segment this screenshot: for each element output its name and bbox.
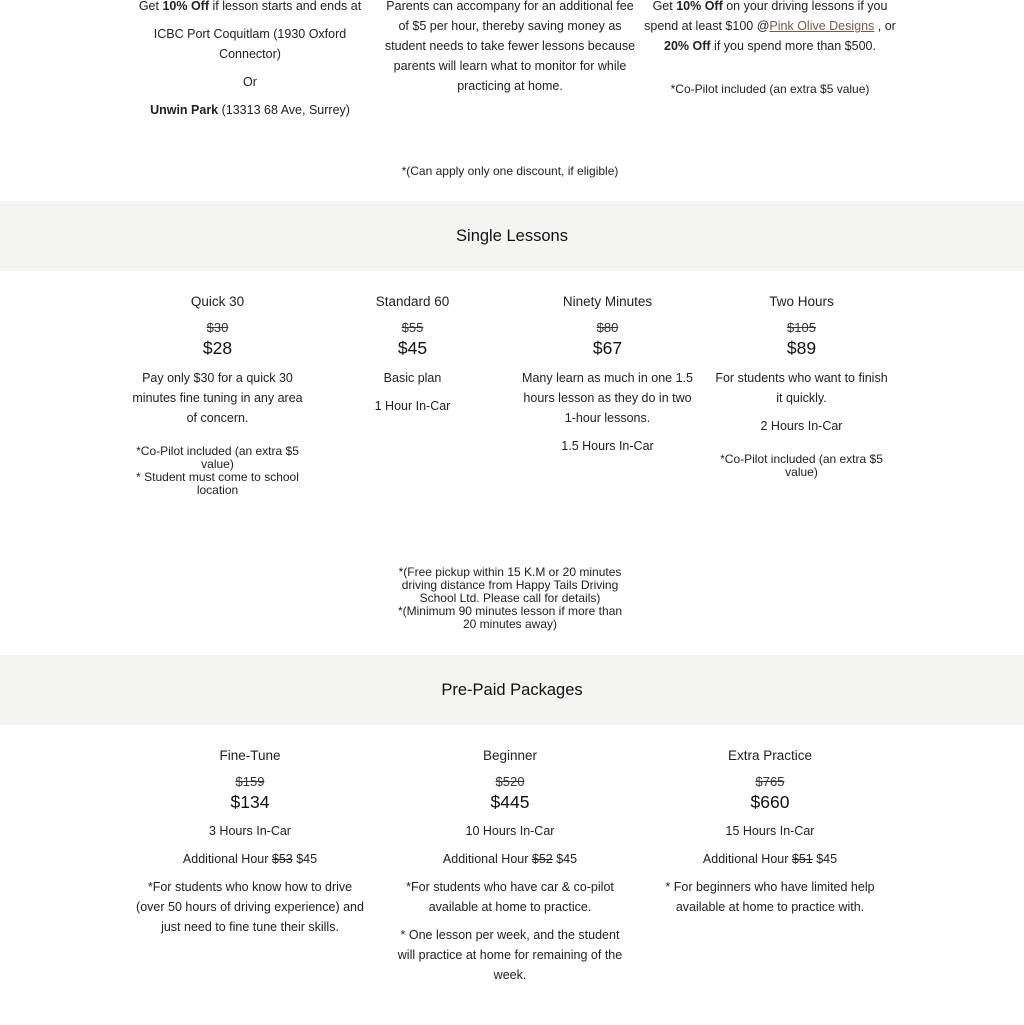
plan-card bbox=[515, 292, 700, 456]
discount-location-or: Or bbox=[243, 75, 257, 89]
package-name: Fine-Tune bbox=[219, 748, 281, 763]
package-old-price: $159 bbox=[235, 774, 265, 789]
package-desc: *For students who have car & co-pilot bbox=[406, 880, 614, 894]
package-name: Beginner bbox=[482, 748, 538, 763]
package-desc: available at home to practice. bbox=[428, 900, 592, 914]
plan-price: $45 bbox=[397, 338, 428, 358]
pickup-note-line: driving distance from Happy Tails Driving bbox=[401, 578, 619, 592]
plan-desc: it quickly. bbox=[776, 391, 827, 405]
discount-footnote: *(Can apply only one discount, if eligible) bbox=[401, 164, 619, 178]
plan-desc: For students who want to finish bbox=[715, 371, 888, 385]
plan-note: location bbox=[196, 483, 239, 497]
discount-parents-line: parents will learn what to monitor for while bbox=[393, 59, 627, 73]
plan-old-price: $80 bbox=[596, 320, 619, 335]
pickup-note-line: *(Minimum 90 minutes lesson if more than bbox=[397, 604, 623, 618]
single-lessons-title: Single Lessons bbox=[456, 227, 568, 245]
package-desc: just need to fine tune their skills. bbox=[161, 920, 339, 934]
pickup-note-line: *(Free pickup within 15 K.M or 20 minutes bbox=[398, 565, 622, 579]
plan-old-price: $30 bbox=[206, 320, 229, 335]
package-old-price: $520 bbox=[495, 774, 525, 789]
package-extra: * One lesson per week, and the student bbox=[400, 928, 620, 942]
plan-desc: minutes fine tuning in any area bbox=[132, 391, 303, 405]
package-desc: *For students who know how to drive bbox=[147, 880, 353, 894]
plan-desc: Many learn as much in one 1.5 bbox=[522, 371, 693, 385]
single-lessons-header bbox=[0, 201, 1024, 271]
plan-card bbox=[709, 292, 894, 479]
package-name: Extra Practice bbox=[727, 748, 813, 763]
discount-location-line3: Connector) bbox=[219, 47, 281, 61]
plan-note: *Co-Pilot included (an extra $5 bbox=[136, 444, 299, 458]
discount-location bbox=[120, 0, 380, 120]
package-hours: 3 Hours In-Car bbox=[209, 824, 291, 838]
plan-note: * Student must come to school bbox=[136, 470, 299, 484]
package-desc: available at home to practice with. bbox=[675, 900, 865, 914]
plan-name: Quick 30 bbox=[190, 294, 245, 309]
discount-pink-olive bbox=[640, 0, 900, 99]
plan-desc: hours lesson as they do in two bbox=[523, 391, 692, 405]
pickup-note bbox=[380, 566, 640, 631]
plan-price: $89 bbox=[786, 338, 817, 358]
package-additional: Additional Hour $53 $45 bbox=[182, 852, 318, 866]
discount-parents-line: Parents can accompany for an additional fee bbox=[386, 0, 634, 13]
plan-name: Standard 60 bbox=[375, 294, 450, 309]
pickup-note-line: School Ltd. Please call for details) bbox=[419, 591, 601, 605]
package-additional: Additional Hour $51 $45 bbox=[702, 852, 838, 866]
discount-parents bbox=[380, 0, 640, 96]
packages-header bbox=[0, 655, 1024, 725]
discount-location-unwin: Unwin Park (13313 68 Ave, Surrey) bbox=[150, 103, 350, 117]
plan-desc: Pay only $30 for a quick 30 bbox=[142, 371, 293, 385]
plan-note: value) bbox=[785, 465, 818, 479]
plan-price: $28 bbox=[202, 338, 233, 358]
packages-title: Pre-Paid Packages bbox=[441, 681, 583, 699]
plan-note: value) bbox=[201, 457, 234, 471]
package-price: $445 bbox=[490, 792, 530, 812]
package-price: $134 bbox=[230, 792, 270, 812]
discount-parents-line: of $5 per hour, thereby saving money as bbox=[398, 19, 622, 33]
package-card bbox=[390, 746, 630, 985]
package-hours: 10 Hours In-Car bbox=[465, 824, 555, 838]
plan-detail: 1.5 Hours In-Car bbox=[561, 439, 654, 453]
package-card bbox=[650, 746, 890, 917]
plan-name: Two Hours bbox=[769, 294, 834, 309]
plan-note: *Co-Pilot included (an extra $5 bbox=[720, 452, 883, 466]
plan-old-price: $105 bbox=[787, 320, 816, 335]
package-desc: (over 50 hours of driving experience) and bbox=[136, 900, 364, 914]
package-extra: week. bbox=[493, 968, 527, 982]
plan-old-price: $55 bbox=[401, 320, 424, 335]
pink-olive-designs-link[interactable]: Pink Olive Designs bbox=[769, 19, 875, 33]
package-extra: will practice at home for remaining of the bbox=[397, 948, 623, 962]
discount-parents-line: student needs to take fewer lessons because bbox=[384, 39, 636, 53]
plan-desc: of concern. bbox=[186, 411, 249, 425]
plan-detail: 2 Hours In-Car bbox=[760, 419, 843, 433]
package-additional: Additional Hour $52 $45 bbox=[442, 852, 578, 866]
package-desc: * For beginners who have limited help bbox=[665, 880, 875, 894]
plan-price: $67 bbox=[592, 338, 623, 358]
discount-location-line2: ICBC Port Coquitlam (1930 Oxford bbox=[153, 27, 347, 41]
package-old-price: $765 bbox=[755, 774, 785, 789]
package-price: $660 bbox=[750, 792, 790, 812]
plan-card bbox=[125, 292, 310, 497]
plan-desc: 1-hour lessons. bbox=[564, 411, 651, 425]
plan-desc: Basic plan bbox=[383, 371, 442, 385]
package-hours: 15 Hours In-Car bbox=[725, 824, 815, 838]
plan-card bbox=[320, 292, 505, 416]
discount-pink-olive-line3: 20% Off if you spend more than $500. bbox=[664, 39, 876, 53]
discount-pink-olive-copilot: *Co-Pilot included (an extra $5 value) bbox=[670, 82, 870, 96]
package-card bbox=[130, 746, 370, 937]
plan-name: Ninety Minutes bbox=[562, 294, 653, 309]
plan-detail: 1 Hour In-Car bbox=[374, 399, 451, 413]
discount-pink-olive-line1: Get 10% Off on your driving lessons if you bbox=[652, 0, 888, 13]
discount-location-line1: Get 10% Off if lesson starts and ends at bbox=[138, 0, 362, 13]
discount-pink-olive-line2: spend at least $100 @Pink Olive Designs , or bbox=[644, 19, 896, 33]
pickup-note-line: 20 minutes away) bbox=[462, 617, 558, 631]
discount-parents-line: practicing at home. bbox=[457, 79, 563, 93]
